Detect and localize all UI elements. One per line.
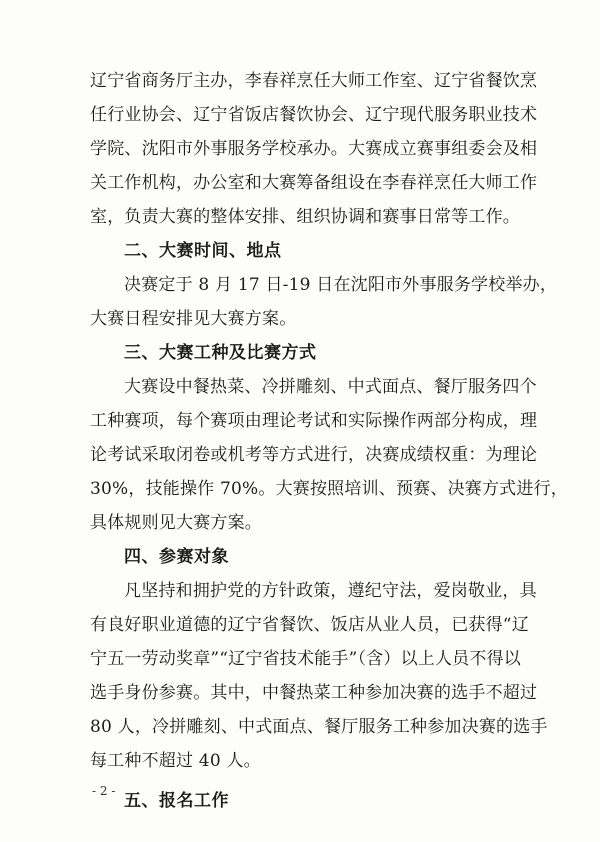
paragraph-line: 关工作机构，办公室和大赛筹备组设在李春祥烹任大师工作	[90, 173, 538, 193]
section-heading-registration: 五、报名工作	[124, 791, 229, 811]
section-heading-categories: 三、大赛工种及比赛方式	[124, 343, 317, 363]
section-heading-time-place: 二、大赛时间、地点	[124, 241, 282, 261]
paragraph-line: 大赛设中餐热菜、冷拼雕刻、中式面点、餐厅服务四个	[124, 377, 537, 397]
paragraph-line: 决赛定于 8 月 17 日-19 日在沈阳市外事服务学校举办，	[124, 275, 558, 295]
paragraph-line: 辽宁省商务厅主办，李春祥烹任大师工作室、辽宁省餐饮烹	[90, 71, 538, 91]
paragraph-line: 宁五一劳动奖章”“辽宁省技术能手”（含）以上人员不得以	[90, 649, 521, 669]
paragraph-line: 论考试采取闭卷或机考等方式进行，决赛成绩权重：为理论	[90, 445, 538, 465]
paragraph-line: 有良好职业道德的辽宁省餐饮、饭店从业人员，已获得“辽	[90, 615, 529, 635]
paragraph-line: 80 人，冷拼雕刻、中式面点、餐厅服务工种参加决赛的选手	[90, 717, 548, 737]
paragraph-line: 室，负责大赛的整体安排、组织协调和赛事日常等工作。	[90, 207, 520, 227]
paragraph-line: 大赛日程安排见大赛方案。	[90, 309, 297, 329]
document-body	[90, 64, 568, 818]
paragraph-line: 30%，技能操作 70%。大赛按照培训、预赛、决赛方式进行，	[90, 479, 568, 499]
paragraph-line: 学院、沈阳市外事服务学校承办。大赛成立赛事组委会及相	[90, 139, 538, 159]
paragraph-line: 具体规则见大赛方案。	[90, 513, 262, 533]
paragraph-line: 任行业协会、辽宁省饭店餐饮协会、辽宁现代服务职业技术	[90, 105, 538, 125]
paragraph-line: 凡坚持和拥护党的方针政策，遵纪守法，爱岗敬业，具	[124, 581, 537, 601]
paragraph-line: 工种赛项，每个赛项由理论考试和实际操作两部分构成，理	[90, 411, 538, 431]
section-heading-participants: 四、参赛对象	[124, 547, 229, 567]
paragraph-line: 选手身份参赛。其中，中餐热菜工种参加决赛的选手不超过	[90, 683, 538, 703]
page-number: - 2 -	[92, 784, 116, 798]
paragraph-line: 每工种不超过 40 人。	[90, 751, 261, 771]
